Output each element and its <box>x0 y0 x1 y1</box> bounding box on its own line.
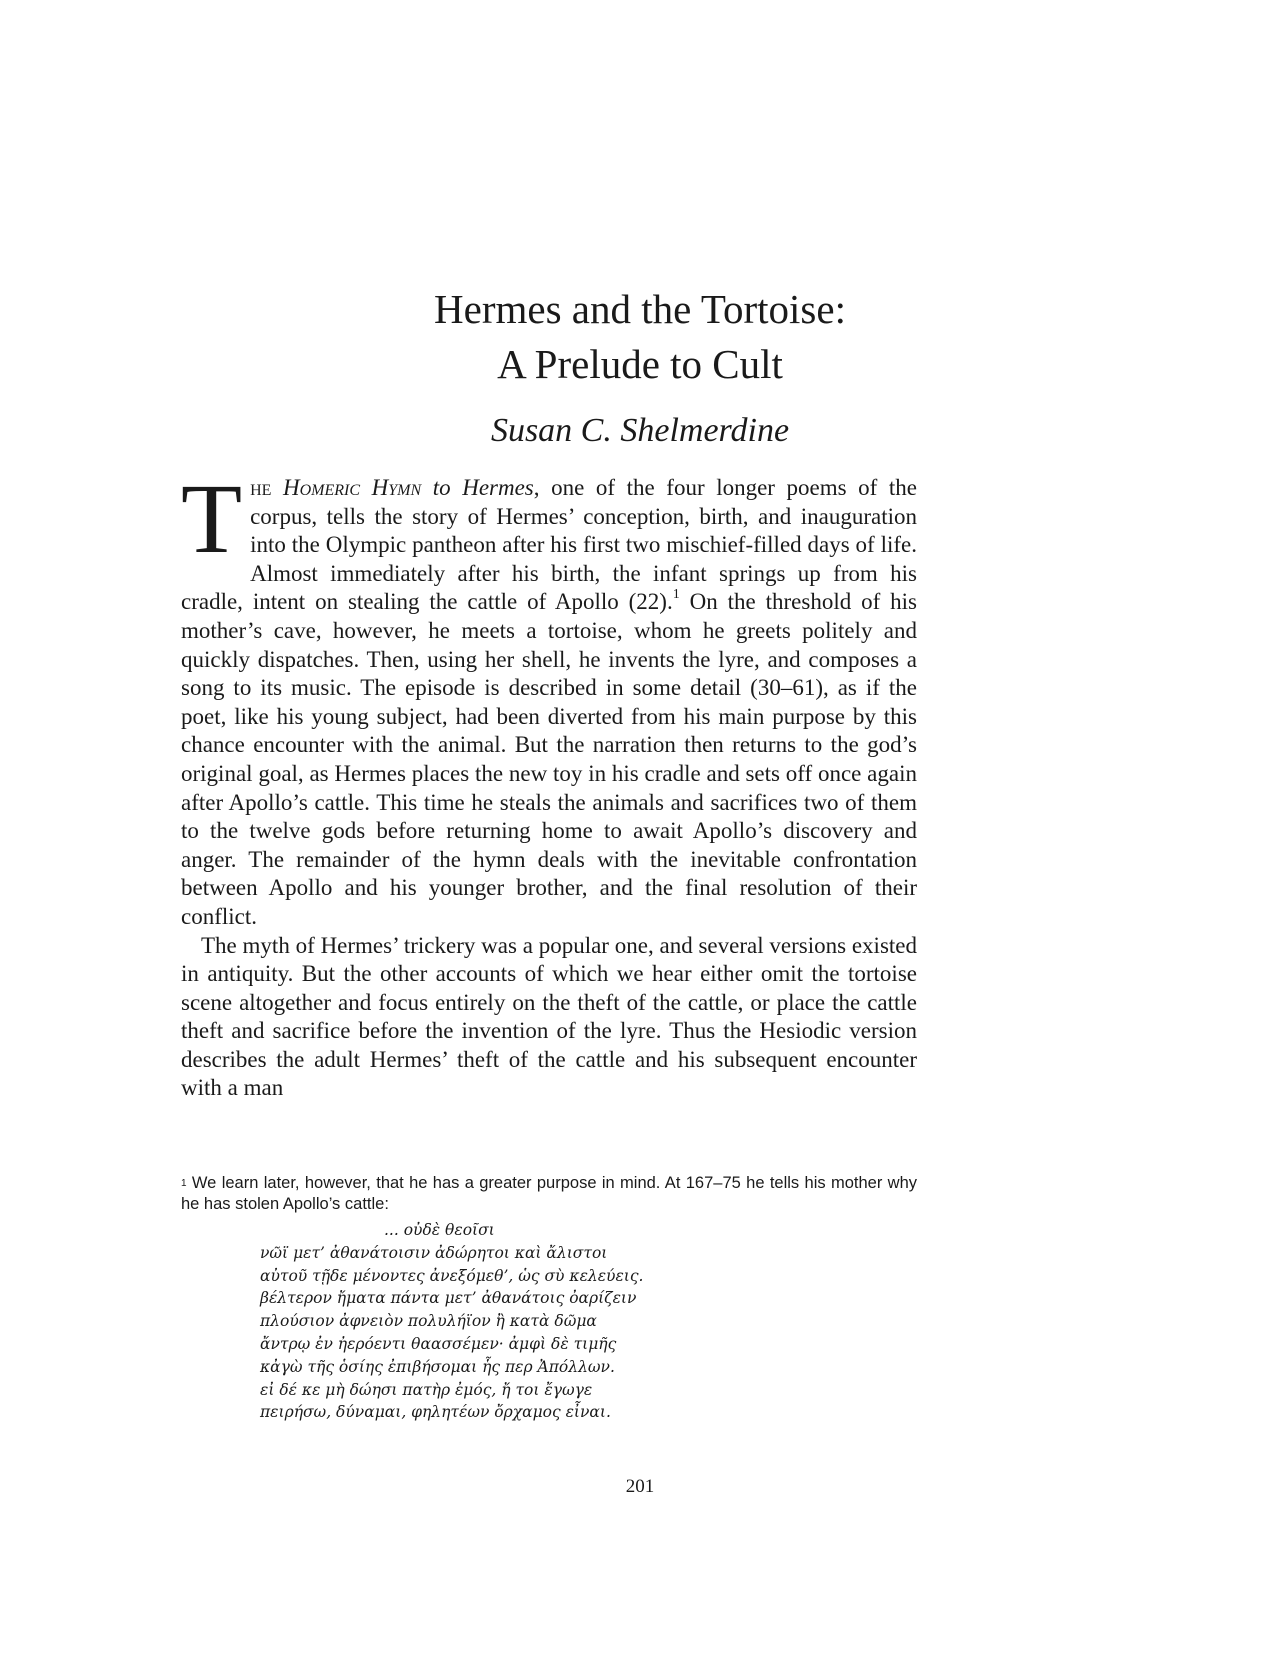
greek-line: ... οὐδὲ θεοῖσι <box>384 1221 495 1239</box>
lead-to-hermes: to Hermes <box>421 475 534 500</box>
footnote-reference[interactable]: 1 <box>672 587 680 603</box>
author-name: Susan C. Shelmerdine <box>490 412 790 449</box>
paragraph-1-text-b: On the threshold of his mother’s cave, however, he meets a tortoise, whom he greets politely and quickly dispatches. Then, using her shell, he invents the lyre, and composes a song to its music. The episode is described in some detail (30–61), as if the poet, like his young subject, had been diverted from his main purpose by this chance encounter with the animal. But the narration then returns to the god’s original goal, as Hermes places the new toy in his cradle and sets off once again after Apollo’s cattle. This time he steals the animals and sacrifices two of them to the twelve gods before returning home to await Apollo’s discovery and anger. The remainder of the hymn deals with the inevitable confrontation between Apollo and his younger brother, and the final resolution of their conflict. <box>181 589 918 929</box>
greek-quotation <box>260 1219 820 1424</box>
footnote-text: We learn later, however, that he has a greater purpose in mind. At 167–75 he tells his mother why he has stolen Apollo’s cattle: <box>181 1174 917 1213</box>
paragraph-2: The myth of Hermes’ trickery was a popular one, and several versions existed in antiquity. But the other accounts of which we hear either omit the tortoise scene altogether and focus entirely on the theft of the cattle, or place the cattle theft and sacrifice before the invention of the lyre. Thus the Hesiodic version describes the adult Hermes’ theft of the cattle and his subsequent encounter with a man <box>181 932 917 1101</box>
greek-line: πειρήσω, δύναμαι, φηλητέων ὄρχαμος εἶναι. <box>260 1403 611 1422</box>
paragraph-1-text-a: , one of the four longer poems of the corpus, tells the story of Hermes’ conception, birth, and inauguration into the Olympic pantheon after his first two mischief-filled days of life. Almost immediately after his birth, the infant springs up from his cradle, intent on stealing the cattle of Apollo (22). <box>181 475 917 615</box>
page-number: 201 <box>625 1476 655 1497</box>
greek-line: βέλτερον ἤματα πάντα μετ’ ἀθανάτοις ὀαρίζειν <box>260 1289 637 1308</box>
drop-cap: T <box>181 463 243 574</box>
lead-he: he <box>250 475 284 500</box>
body-text <box>181 463 918 1103</box>
article-title-line-1: Hermes and the Tortoise: <box>434 286 846 332</box>
article-title-line-2: A Prelude to Cult <box>497 341 783 387</box>
greek-line: ἄντρῳ ἐν ἠερόεντι θαασσέμεν· ἀμφὶ δὲ τιμῆς <box>260 1334 617 1353</box>
greek-line: πλούσιον ἀφνειὸν πολυλήϊον ἢ κατὰ δῶμα <box>260 1312 597 1331</box>
paragraph-1 <box>181 463 918 932</box>
greek-line: κἀγὼ τῆς ὁσίης ἐπιβήσομαι ἧς περ Ἀπόλλων. <box>260 1357 615 1376</box>
greek-line: αὐτοῦ τῇδε μένοντες ἀνεξόμεθ’, ὡς σὺ κελεύεις. <box>260 1266 644 1285</box>
lead-hymn-title: Homeric Hymn <box>283 475 422 500</box>
greek-line: εἰ δέ κε μὴ δώησι πατὴρ ἐμός, ἤ τοι ἔγωγε <box>260 1380 593 1399</box>
footnote <box>181 1173 917 1215</box>
footnote-number: 1 <box>181 1178 187 1189</box>
greek-line: νῶϊ μετ’ ἀθανάτοισιν ἀδώρητοι καὶ ἄλιστοι <box>260 1243 608 1262</box>
